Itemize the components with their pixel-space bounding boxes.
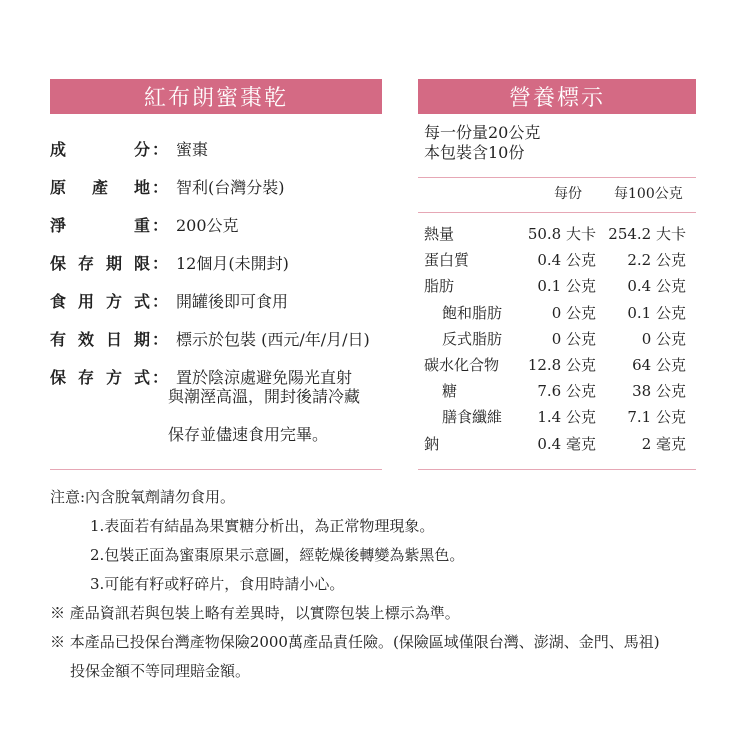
- nutrition-row: [424, 328, 686, 352]
- nutrient-per-100g: 38 公克: [632, 382, 686, 400]
- nutrient-name: 鈉: [424, 435, 440, 453]
- field-label-char: 式: [133, 292, 150, 311]
- nutrient-per-serving: 1.4 公克: [537, 408, 596, 426]
- nutrient-per-100g: 64 公克: [632, 356, 686, 374]
- storage-line-3: 保存並儘速食用完畢。: [168, 425, 329, 444]
- serving-size: 每一份量20公克: [424, 123, 541, 142]
- nutrient-per-serving: 0.4 毫克: [537, 435, 596, 453]
- field-value: 蜜棗: [176, 140, 209, 159]
- nutrient-name: 反式脂肪: [442, 330, 503, 348]
- field-colon: ：: [152, 178, 169, 197]
- nutrient-name: 膳食纖維: [442, 408, 503, 426]
- field-value: 200公克: [176, 216, 239, 235]
- field-label-char: 期: [105, 254, 122, 273]
- field-label-char: 有: [50, 330, 67, 349]
- remark-2-continued: 投保金額不等同理賠金額。: [70, 662, 251, 680]
- field-label-char: 方: [105, 292, 122, 311]
- nutrition-row: [424, 406, 686, 430]
- field-label-char: 用: [77, 292, 94, 311]
- field-label: [50, 213, 150, 236]
- field-colon: ：: [152, 368, 169, 387]
- left-bottom-divider: [50, 469, 382, 470]
- field-value: 開罐後即可食用: [176, 292, 289, 311]
- field-label-char: 食: [50, 292, 67, 311]
- nutrition-row: [424, 249, 686, 273]
- product-title: 紅布朗蜜棗乾: [143, 86, 288, 111]
- field-label: [50, 137, 150, 160]
- nutrient-per-100g: 2.2 公克: [627, 251, 686, 269]
- nutrition-row: [424, 433, 686, 457]
- nutrient-per-100g: 7.1 公克: [627, 408, 686, 426]
- nutrient-name: 脂肪: [424, 277, 455, 295]
- servings-per-pack: 本包裝含10份: [424, 143, 525, 162]
- product-field-row: [50, 213, 239, 236]
- field-label-char: 保: [50, 254, 67, 273]
- field-label: [50, 251, 150, 274]
- field-colon: ：: [152, 330, 169, 349]
- product-field-row: [50, 289, 288, 312]
- field-colon: ：: [152, 254, 169, 273]
- field-label-char: 淨: [50, 216, 67, 235]
- field-label-char: 存: [77, 368, 94, 387]
- field-label-char: 方: [105, 368, 122, 387]
- field-label-char: 產: [91, 178, 108, 197]
- field-colon: ：: [152, 292, 169, 311]
- field-label-char: 日: [105, 330, 122, 349]
- product-field-row: [50, 175, 285, 198]
- field-label-char: 存: [77, 254, 94, 273]
- field-label: [50, 327, 150, 350]
- product-title-banner: [50, 79, 382, 114]
- field-label-char: 原: [50, 178, 67, 197]
- remark-2: ※ 本產品已投保台灣產物保險2000萬產品責任險。(保險區域僅限台灣、澎湖、金門、馬祖): [50, 633, 660, 651]
- field-colon: ：: [152, 140, 169, 159]
- nutrient-name: 碳水化合物: [424, 356, 500, 374]
- field-label: [50, 365, 150, 388]
- col-per-serving: 每份: [554, 186, 582, 202]
- nutrition-row: [424, 354, 686, 378]
- storage-continued: [168, 378, 360, 454]
- nutrition-divider-bottom: [418, 469, 696, 470]
- nutrient-per-serving: 12.8 公克: [527, 356, 596, 374]
- nutrient-per-serving: 0 公克: [551, 330, 596, 348]
- field-label-char: 重: [133, 216, 150, 235]
- nutrition-row: [424, 223, 686, 247]
- remark-1: ※ 產品資訊若與包裝上略有差異時，以實際包裝上標示為準。: [50, 604, 460, 622]
- field-label-char: 地: [133, 178, 150, 197]
- field-label-char: 限: [133, 254, 150, 273]
- field-colon: ：: [152, 216, 169, 235]
- nutrient-name: 蛋白質: [424, 251, 470, 269]
- nutrient-per-100g: 0.4 公克: [627, 277, 686, 295]
- nutrition-title: 營養標示: [508, 86, 605, 111]
- nutrition-row: [424, 380, 686, 404]
- nutrient-name: 飽和脂肪: [442, 304, 503, 322]
- nutrient-per-100g: 0.1 公克: [627, 304, 686, 322]
- col-per-100g: 每100公克: [614, 186, 683, 202]
- nutrition-row: [424, 275, 686, 299]
- field-label-char: 式: [133, 368, 150, 387]
- product-field-row: [50, 137, 208, 160]
- field-value: 12個月(未開封): [176, 254, 289, 273]
- nutrient-per-100g: 254.2 大卡: [608, 225, 686, 243]
- field-label: [50, 289, 150, 312]
- field-value: 置於陰涼處避免陽光直射: [176, 368, 353, 387]
- storage-line-2: 與潮溼高溫，開封後請冷藏: [168, 387, 361, 406]
- nutrient-per-100g: 0 公克: [641, 330, 686, 348]
- nutrition-divider-mid: [418, 212, 696, 213]
- note-item-1: 1.表面若有結晶為果實糖分析出，為正常物理現象。: [90, 517, 435, 535]
- field-value: 標示於包裝 (西元/年/月/日): [176, 330, 370, 349]
- nutrient-per-100g: 2 毫克: [641, 435, 686, 453]
- nutrient-per-serving: 0 公克: [551, 304, 596, 322]
- serving-info: [424, 123, 540, 163]
- notes-heading: 注意:內含脫氧劑請勿食用。: [50, 488, 236, 506]
- product-field-row: [50, 327, 370, 350]
- nutrient-per-serving: 0.4 公克: [537, 251, 596, 269]
- field-label-char: 分: [133, 140, 150, 159]
- note-item-2: 2.包裝正面為蜜棗原果示意圖，經乾燥後轉變為紫黑色。: [90, 546, 465, 564]
- field-label: [50, 175, 150, 198]
- field-label-char: 期: [133, 330, 150, 349]
- field-value: 智利(台灣分裝): [176, 178, 285, 197]
- nutrition-divider-top: [418, 177, 696, 178]
- field-label-char: 效: [77, 330, 94, 349]
- nutrient-per-serving: 0.1 公克: [537, 277, 596, 295]
- nutrition-row: [424, 302, 686, 326]
- field-label-char: 保: [50, 368, 67, 387]
- nutrient-per-serving: 50.8 大卡: [527, 225, 596, 243]
- nutrition-title-banner: [418, 79, 696, 114]
- note-item-3: 3.可能有籽或籽碎片，食用時請小心。: [90, 575, 345, 593]
- product-field-row: [50, 251, 289, 274]
- nutrient-name: 熱量: [424, 225, 455, 243]
- field-label-char: 成: [50, 140, 67, 159]
- nutrient-per-serving: 7.6 公克: [537, 382, 596, 400]
- nutrient-name: 糖: [442, 382, 458, 400]
